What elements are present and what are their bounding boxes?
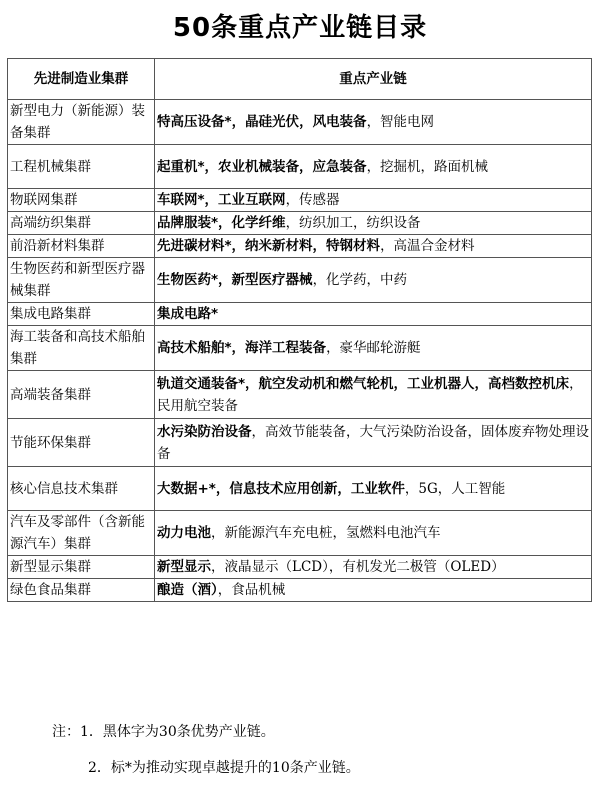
advantage-chain-text: 新型显示 xyxy=(157,559,211,575)
cluster-cell: 海工装备和高技术船舶集群 xyxy=(8,326,155,371)
cluster-cell: 核心信息技术集群 xyxy=(8,467,155,511)
advantage-chain-text: 大数据+*，信息技术应用创新，工业软件 xyxy=(157,480,405,497)
chains-cell xyxy=(155,467,592,511)
table-row xyxy=(8,189,592,212)
advantage-chain-text: 集成电路* xyxy=(157,306,219,322)
table-row xyxy=(8,371,592,419)
chain-text: ，化学药，中药 xyxy=(312,272,408,288)
table-header-row xyxy=(8,59,592,100)
advantage-chain-text: 特高压设备* xyxy=(157,114,232,130)
cluster-cell: 高端纺织集群 xyxy=(8,212,155,235)
advantage-chain-text: 酿造（酒） xyxy=(157,582,218,598)
advantage-chain-text: ， xyxy=(231,114,246,130)
advantage-chain-text: ， xyxy=(299,114,313,130)
chain-text: ，新能源汽车充电桩，氢燃料电池汽车 xyxy=(211,525,441,541)
note-2: 2．标*为推动实现卓越提升的10条产业链。 xyxy=(88,760,360,776)
cluster-cell: 汽车及零部件（含新能源汽车）集群 xyxy=(8,511,155,556)
chains-cell xyxy=(155,556,592,579)
cluster-cell: 绿色食品集群 xyxy=(8,579,155,602)
table-row xyxy=(8,145,592,189)
chains-cell xyxy=(155,100,592,145)
chains-cell xyxy=(155,258,592,303)
chain-text: ，高效节能装备，大气污染防治设备，固体废弃物处理设备 xyxy=(157,423,589,462)
advantage-chain-text: 车联网*，工业互联网 xyxy=(157,192,286,208)
chain-text: ，纺织加工，纺织设备 xyxy=(285,215,421,231)
advantage-chain-text: 高技术船舶*，海洋工程装备 xyxy=(157,340,327,356)
chains-cell xyxy=(155,579,592,602)
cluster-cell: 工程机械集群 xyxy=(8,145,155,189)
table-row xyxy=(8,467,592,511)
advantage-chain-text: 水污染防治设备 xyxy=(157,423,252,440)
advantage-chain-text: 风电装备 xyxy=(312,114,367,130)
table-row xyxy=(8,579,592,602)
chain-text: ，传感器 xyxy=(285,192,340,208)
cluster-cell: 高端装备集群 xyxy=(8,371,155,419)
advantage-chain-text: 先进碳材料*，纳米新材料，特钢材料 xyxy=(157,238,381,254)
cluster-cell: 前沿新材料集群 xyxy=(8,235,155,258)
chains-cell xyxy=(155,235,592,258)
chain-text: ，5G，人工智能 xyxy=(404,480,506,497)
header-cluster: 先进制造业集群 xyxy=(8,59,155,100)
table-row xyxy=(8,511,592,556)
chains-cell xyxy=(155,419,592,467)
advantage-chain-text: 动力电池 xyxy=(157,525,211,541)
cluster-cell: 新型显示集群 xyxy=(8,556,155,579)
cluster-cell: 新型电力（新能源）装备集群 xyxy=(8,100,155,145)
cluster-cell: 节能环保集群 xyxy=(8,419,155,467)
table-row xyxy=(8,326,592,371)
chain-text: ，挖掘机，路面机械 xyxy=(366,158,489,175)
table-row xyxy=(8,212,592,235)
advantage-chain-text: 轨道交通装备*，航空发动机和燃气轮机，工业机器人，高档数控机床 xyxy=(157,375,570,392)
chain-text: ，高温合金材料 xyxy=(380,238,475,254)
cluster-cell: 物联网集群 xyxy=(8,189,155,212)
cluster-cell: 集成电路集群 xyxy=(8,303,155,326)
chain-text: ，民用航空装备 xyxy=(157,375,583,414)
note-1: 注：1．黑体字为30条优势产业链。 xyxy=(52,724,275,740)
table-row xyxy=(8,258,592,303)
chain-text: ，豪华邮轮游艇 xyxy=(326,340,421,356)
chains-cell xyxy=(155,145,592,189)
table-row xyxy=(8,419,592,467)
industry-chain-table xyxy=(7,58,592,602)
advantage-chain-text: 起重机*，农业机械装备，应急装备 xyxy=(157,158,367,175)
advantage-chain-text: 生物医药*，新型医疗器械 xyxy=(157,272,313,288)
chains-cell xyxy=(155,303,592,326)
chain-text: ，液晶显示（LCD），有机发光二极管（OLED） xyxy=(211,559,505,575)
chains-cell xyxy=(155,511,592,556)
table-row xyxy=(8,235,592,258)
table-body xyxy=(8,100,592,602)
header-chains: 重点产业链 xyxy=(155,59,592,100)
chain-text: ，智能电网 xyxy=(366,114,435,130)
chains-cell xyxy=(155,212,592,235)
document-title: 50条重点产业链目录 xyxy=(172,13,428,43)
table-row xyxy=(8,303,592,326)
chains-cell xyxy=(155,326,592,371)
chains-cell xyxy=(155,189,592,212)
cluster-cell: 生物医药和新型医疗器械集群 xyxy=(8,258,155,303)
table-row xyxy=(8,100,592,145)
chain-text: ，食品机械 xyxy=(217,582,286,598)
advantage-chain-text: 晶硅光伏 xyxy=(245,114,300,130)
chains-cell xyxy=(155,371,592,419)
advantage-chain-text: 品牌服装*，化学纤维 xyxy=(157,215,286,231)
table-row xyxy=(8,556,592,579)
